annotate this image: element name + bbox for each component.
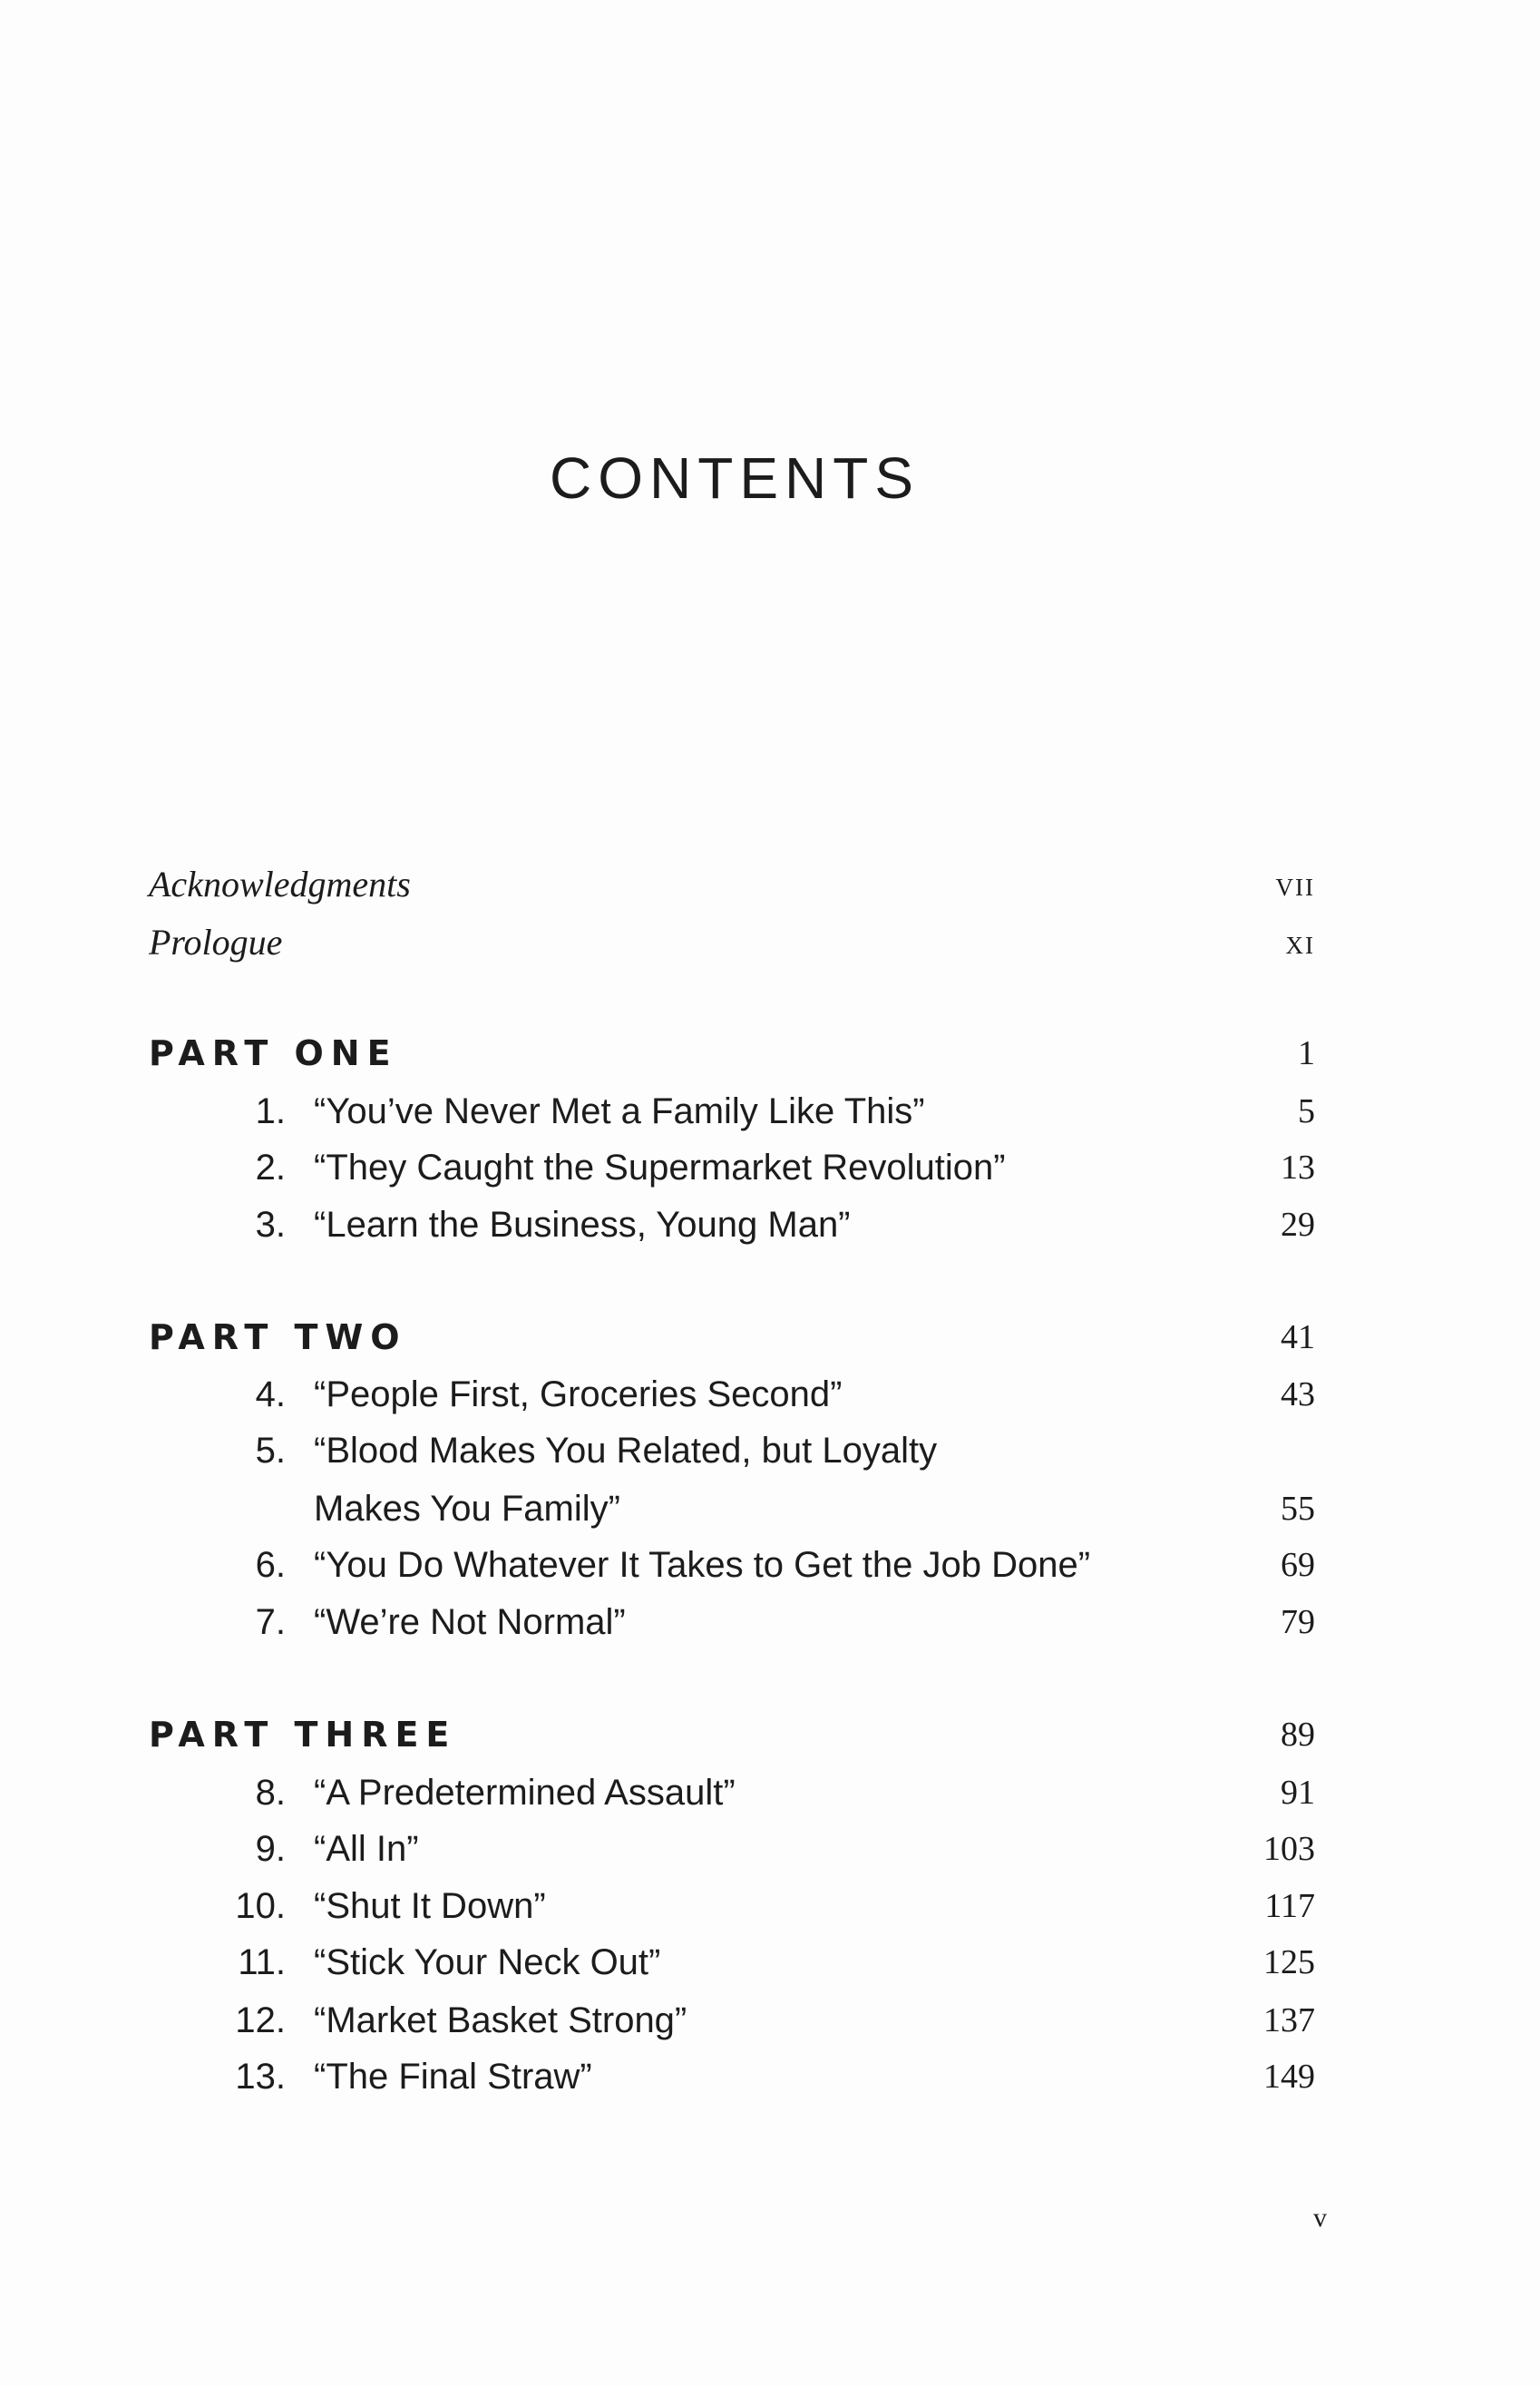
- part-page: 1: [1298, 1034, 1315, 1072]
- chapter-number: 9.: [255, 1829, 286, 1869]
- toc-chapter: [0, 1593, 1540, 1651]
- toc-part-one: [0, 1024, 1540, 1082]
- chapter-page: 79: [1281, 1603, 1315, 1641]
- toc-entry-prologue: [0, 914, 1540, 972]
- chapter-title: “Market Basket Strong”: [314, 2000, 687, 2040]
- toc-chapter: [0, 1365, 1540, 1423]
- chapter-title: “They Caught the Supermarket Revolution”: [314, 1148, 1006, 1188]
- entry-page: xi: [1285, 924, 1315, 962]
- chapter-number: 1.: [255, 1091, 286, 1131]
- chapter-page: 55: [1281, 1490, 1315, 1528]
- chapter-number: 4.: [255, 1374, 286, 1414]
- toc-chapter: [0, 1139, 1540, 1197]
- chapter-number: 2.: [255, 1148, 286, 1188]
- chapter-title: “People First, Groceries Second”: [314, 1374, 843, 1414]
- chapter-page: 91: [1281, 1774, 1315, 1812]
- chapter-title: “You’ve Never Met a Family Like This”: [314, 1091, 925, 1131]
- chapter-page: 69: [1281, 1546, 1315, 1584]
- toc-entry-acknowledgments: [0, 856, 1540, 914]
- part-page: 89: [1281, 1716, 1315, 1754]
- part-title: PART ONE: [149, 1033, 398, 1073]
- chapter-title: “All In”: [314, 1829, 419, 1869]
- chapter-number: 6.: [255, 1545, 286, 1585]
- toc-chapter: [0, 1877, 1540, 1935]
- toc-chapter: [0, 1991, 1540, 2049]
- chapter-number: 7.: [255, 1602, 286, 1642]
- toc-chapter-continued: [0, 1480, 1540, 1538]
- page-number: v: [1313, 2203, 1327, 2233]
- chapter-number: 5.: [255, 1431, 286, 1471]
- chapter-title: “Blood Makes You Related, but Loyalty: [314, 1431, 938, 1471]
- toc-chapter: [0, 1422, 1540, 1480]
- page-title: CONTENTS: [550, 445, 920, 511]
- chapter-title: “You Do Whatever It Takes to Get the Job Done”: [314, 1545, 1091, 1585]
- part-title: PART TWO: [149, 1317, 407, 1357]
- part-title: PART THREE: [149, 1715, 457, 1755]
- chapter-page: 117: [1264, 1887, 1315, 1925]
- chapter-title: “Learn the Business, Young Man”: [314, 1205, 851, 1245]
- chapter-page: 43: [1281, 1375, 1315, 1413]
- toc-chapter: [0, 1764, 1540, 1822]
- chapter-title: “Stick Your Neck Out”: [314, 1942, 661, 1982]
- chapter-page: 137: [1263, 2001, 1315, 2039]
- chapter-number: 13.: [235, 2057, 286, 2097]
- chapter-page: 5: [1298, 1092, 1315, 1130]
- chapter-page: 13: [1281, 1149, 1315, 1187]
- chapter-title: “We’re Not Normal”: [314, 1602, 626, 1642]
- toc-chapter: [0, 2048, 1540, 2106]
- chapter-page: 125: [1263, 1943, 1315, 1981]
- toc-chapter: [0, 1196, 1540, 1254]
- chapter-number: 8.: [255, 1773, 286, 1813]
- chapter-number: 12.: [235, 2000, 286, 2040]
- toc-part-two: [0, 1308, 1540, 1366]
- chapter-number: 10.: [235, 1886, 286, 1926]
- entry-title: Acknowledgments: [149, 864, 411, 905]
- part-page: 41: [1281, 1318, 1315, 1356]
- toc-chapter: [0, 1820, 1540, 1878]
- toc-part-three: [0, 1706, 1540, 1764]
- chapter-number: 11.: [238, 1942, 286, 1982]
- chapter-number: 3.: [255, 1205, 286, 1245]
- chapter-title: “Shut It Down”: [314, 1886, 546, 1926]
- chapter-page: 103: [1263, 1830, 1315, 1868]
- chapter-title: “The Final Straw”: [314, 2057, 592, 2097]
- chapter-page: 29: [1281, 1206, 1315, 1244]
- chapter-page: 149: [1263, 2058, 1315, 2096]
- chapter-title-continued: Makes You Family”: [314, 1489, 620, 1529]
- toc-chapter: [0, 1933, 1540, 1991]
- toc-chapter: [0, 1536, 1540, 1594]
- entry-title: Prologue: [149, 922, 283, 963]
- entry-page: vii: [1275, 865, 1315, 904]
- chapter-title: “A Predetermined Assault”: [314, 1773, 736, 1813]
- toc-chapter: [0, 1082, 1540, 1140]
